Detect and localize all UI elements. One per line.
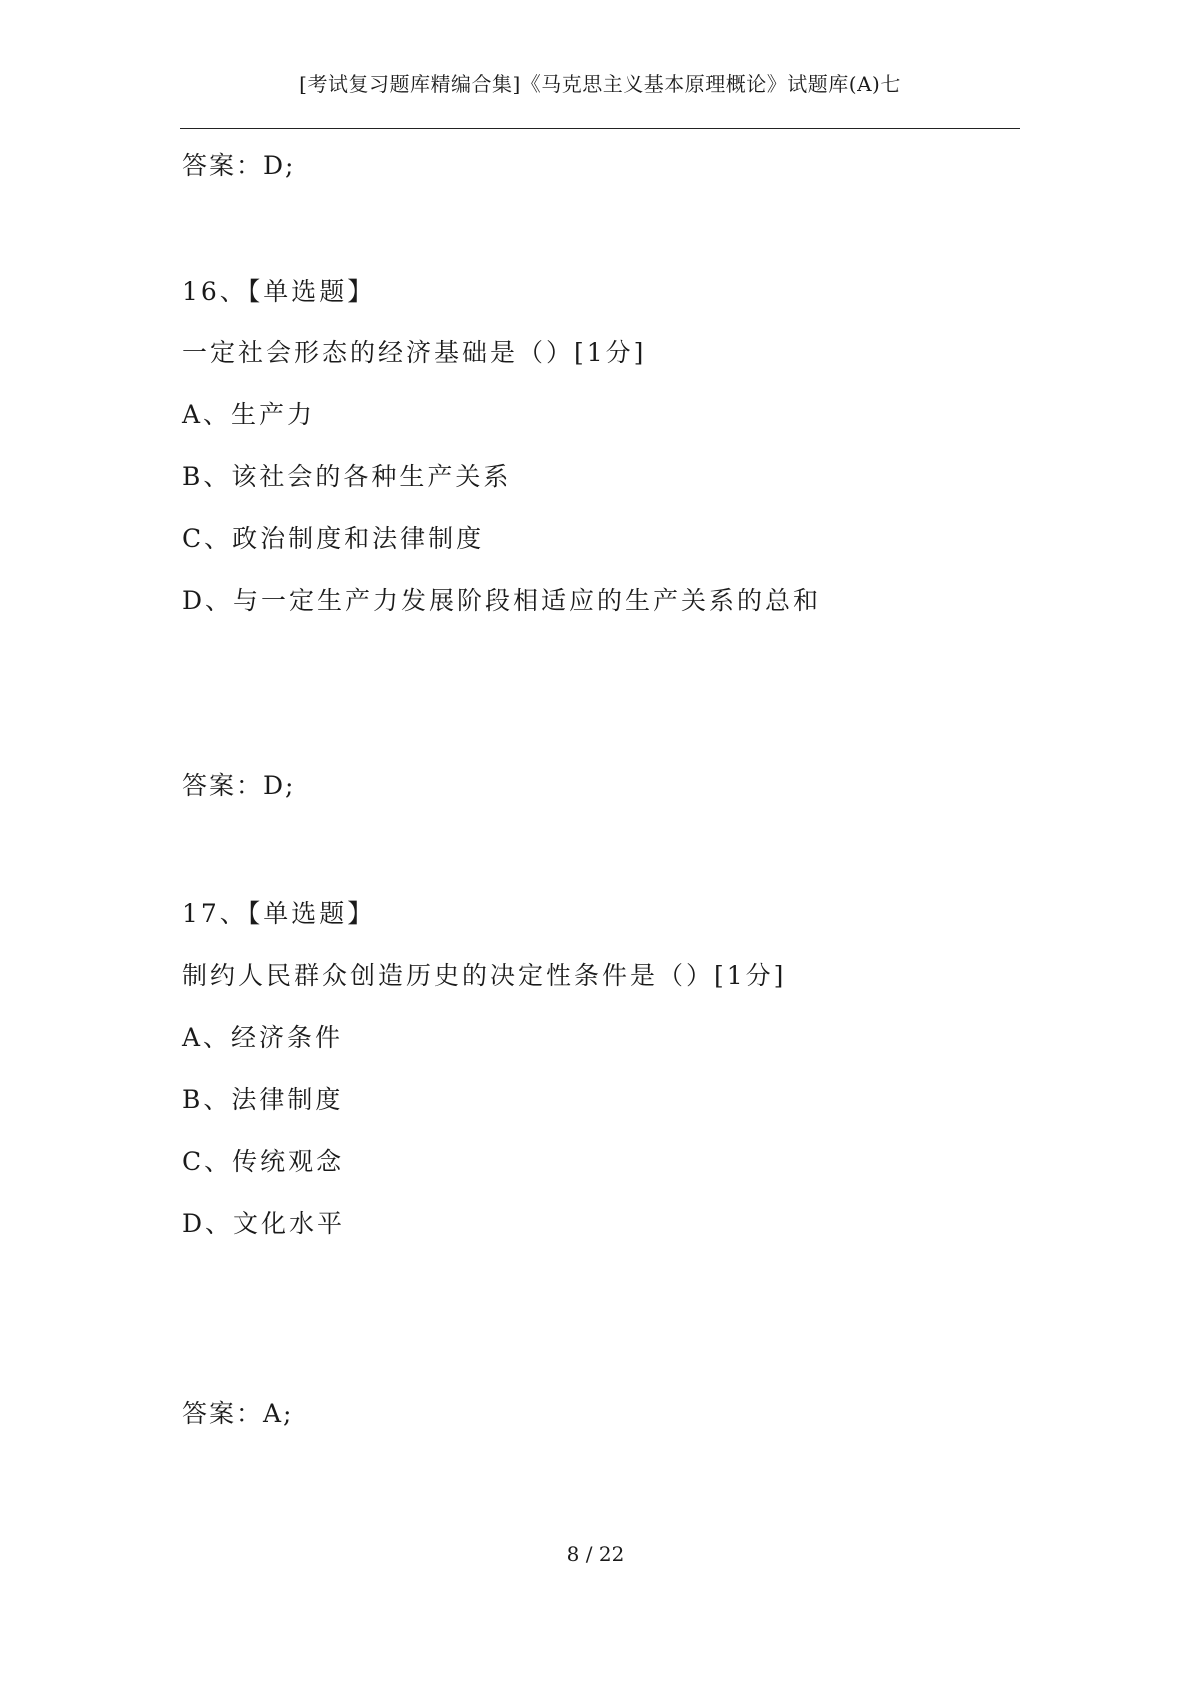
question-16-number: 16、【单选题】 [182,277,376,306]
question-17-stem: 制约人民群众创造历史的决定性条件是（）[1分] [182,961,787,990]
question-16-option-a: A、生产力 [182,400,316,429]
question-17-number: 17、【单选题】 [182,899,376,928]
question-16-option-c: C、政治制度和法律制度 [182,524,485,553]
question-17-option-d: D、文化水平 [182,1209,346,1238]
question-17-option-a: A、经济条件 [182,1023,344,1052]
previous-answer: 答案：D; [182,151,296,180]
question-16-answer: 答案：D; [182,771,296,800]
question-17-option-b: B、法律制度 [182,1085,344,1114]
document-header-title: [考试复习题库精编合集]《马克思主义基本原理概论》试题库(A)七 [299,72,901,96]
question-16-stem: 一定社会形态的经济基础是（）[1分] [182,338,647,367]
page-number: 8 / 22 [566,1542,625,1566]
question-17-option-c: C、传统观念 [182,1147,345,1176]
header-divider [180,128,1020,129]
question-16-option-b: B、该社会的各种生产关系 [182,462,512,491]
question-16-option-d: D、与一定生产力发展阶段相适应的生产关系的总和 [182,586,822,615]
question-17-answer: 答案：A; [182,1399,294,1428]
